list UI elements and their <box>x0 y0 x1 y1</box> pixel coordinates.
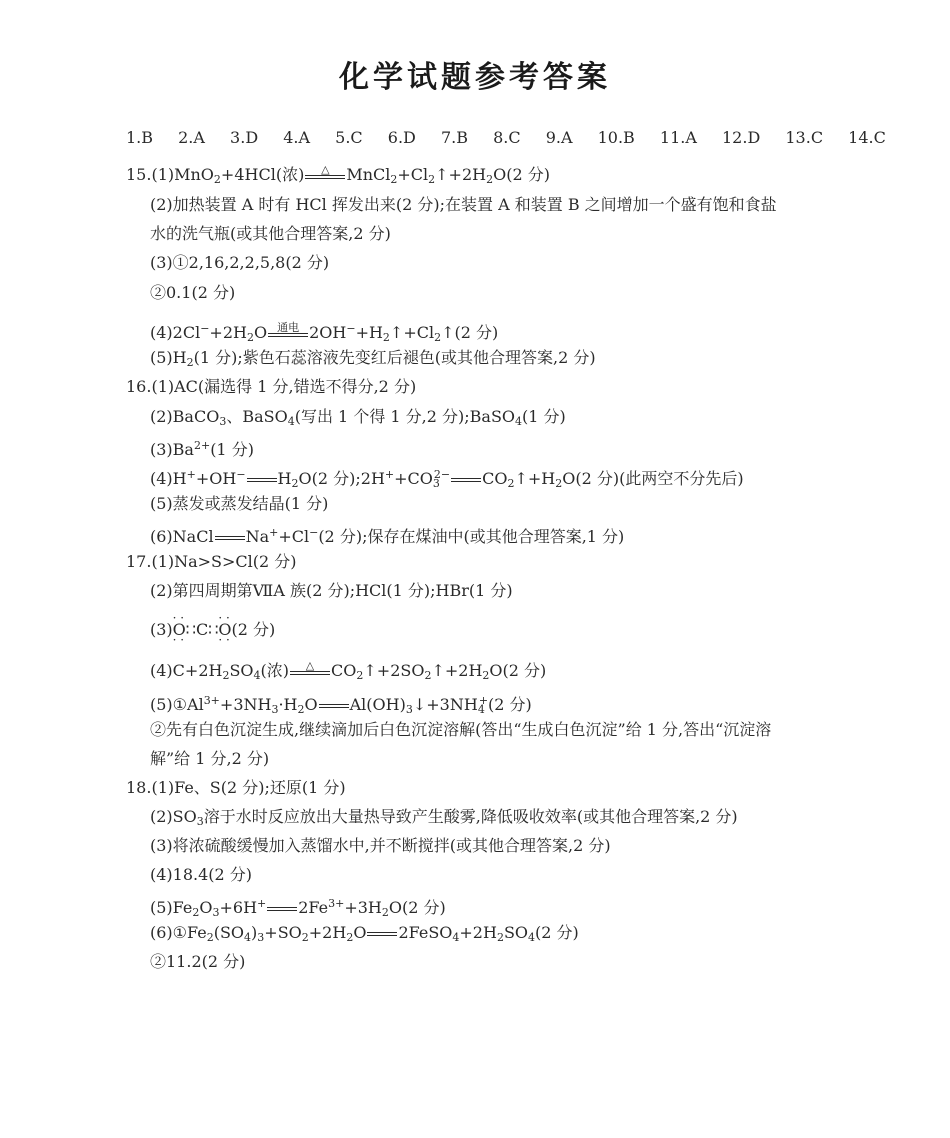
electrolysis-condition: 通电 <box>268 327 308 341</box>
q15-part4: $(4)2Cl^-+2H_2O$ 通电 $2OH^-+H_2↑+Cl_2↑(2$ 分) <box>150 320 499 344</box>
q18-part6-2: ②11.2(2 分) <box>150 952 246 971</box>
q17-part1: 17.(1)Na>S>Cl(2 分) <box>126 552 297 571</box>
mc-answer: 2.A <box>178 128 205 147</box>
q17-part3: (3)· · O · ·∷C∷· · O · ·(2 分) <box>150 619 275 641</box>
mc-answer: 3.D <box>230 128 259 147</box>
q17-part2: (2)第四周期第ⅦA 族(2 分);HCl(1 分);HBr(1 分) <box>150 581 513 600</box>
q16-part3: $(3)Ba^{2+}(1$ 分) <box>150 439 254 459</box>
q16-part5: (5)蒸发或蒸发结晶(1 分) <box>150 494 329 513</box>
q16-part4: (4)H++OH− $H_2O(2$ 分)$;2H^++CO_3^{2-}$ $CO_2↑+H_2O(2$ 分)(此两空不分先后) <box>150 468 744 490</box>
q18-part6: $(6)①Fe_2(SO_4)_3+SO_2+2H_2O$ $2FeSO_4+2H_2SO_4(2$ 分) <box>150 923 579 944</box>
page-title: 化学试题参考答案 <box>339 60 611 95</box>
mc-answer: 7.B <box>440 128 468 147</box>
q16-part2: (2)BaCO$_3$、BaSO$_4$(写出 1 个得 1 分,2 分);BaSO$_4$(1 分) <box>150 407 566 428</box>
q17-part4: $(4)C+2H_2SO_4$(浓) △ $CO_2↑+2SO_2↑+2H_2O(2$ 分) <box>150 658 547 682</box>
mc-answer: 6.D <box>387 128 416 147</box>
q15-part3-2: ②0.1(2 分) <box>150 283 236 302</box>
q18-part4: (4)18.4(2 分) <box>150 865 253 884</box>
q17-part5-2: ②先有白色沉淀生成,继续滴加后白色沉淀溶解(答出“生成白色沉淀”给 1 分,答出“沉淀溶 <box>150 720 772 739</box>
mc-answer: 4.A <box>283 128 311 147</box>
q16-part6: (6)NaCl Na++Cl−(2 分);保存在煤油中(或其他合理答案,1 分) <box>150 526 625 546</box>
q17-part5: $(5)①Al^{3+}+3NH_3\cdot H_2O$ $Al(OH)_3↓+3NH_4^+(2$ 分) <box>150 694 532 716</box>
q15-part3: (3)①2,16,2,2,5,8(2 分) <box>150 253 330 272</box>
q17-part5-2-cont: 解”给 1 分,2 分) <box>150 749 270 768</box>
mc-answer: 1.B <box>126 128 154 147</box>
q16-part1: 16.(1)AC(漏选得 1 分,错选不得分,2 分) <box>126 377 417 396</box>
q15-part2: (2)加热装置 A 时有 HCl 挥发出来(2 分);在装置 A 和装置 B 之间增加一个盛有饱和食盐 <box>150 195 777 214</box>
mc-answer: 11.A <box>659 128 697 147</box>
q18-part2: $(2)SO_3$溶于水时反应放出大量热导致产生酸雾,降低吸收效率(或其他合理答案,2 分) <box>150 807 738 828</box>
mc-answer: 9.A <box>545 128 573 147</box>
heating-condition: △ <box>290 665 330 679</box>
q18-part3: (3)将浓硫酸缓慢加入蒸馏水中,并不断搅拌(或其他合理答案,2 分) <box>150 836 611 855</box>
q15-part2-cont: 水的洗气瓶(或其他合理答案,2 分) <box>150 224 391 243</box>
q15-part1: 15.(1)MnO$_2$+4HCl(浓) △ $MnCl_2+Cl_2↑+2H_2O(2$ 分) <box>126 162 550 186</box>
multiple-choice-answers <box>126 128 906 147</box>
mc-answer: 8.C <box>493 128 521 147</box>
mc-answer: 12.D <box>722 128 761 147</box>
q18-part5: $(5)Fe_2O_3+6H^+$ $2Fe^{3+}+3H_2O(2$ 分) <box>150 897 446 919</box>
mc-answer: 13.C <box>785 128 824 147</box>
mc-answer: 10.B <box>597 128 635 147</box>
q15-part5: $(5)H_2(1$ 分);紫色石蕊溶液先变红后褪色(或其他合理答案,2 分) <box>150 348 596 369</box>
heating-condition: △ <box>305 169 345 183</box>
mc-answer: 5.C <box>335 128 363 147</box>
mc-answer: 14.C <box>848 128 886 147</box>
q18-part1: 18.(1)Fe、S(2 分);还原(1 分) <box>126 778 346 797</box>
